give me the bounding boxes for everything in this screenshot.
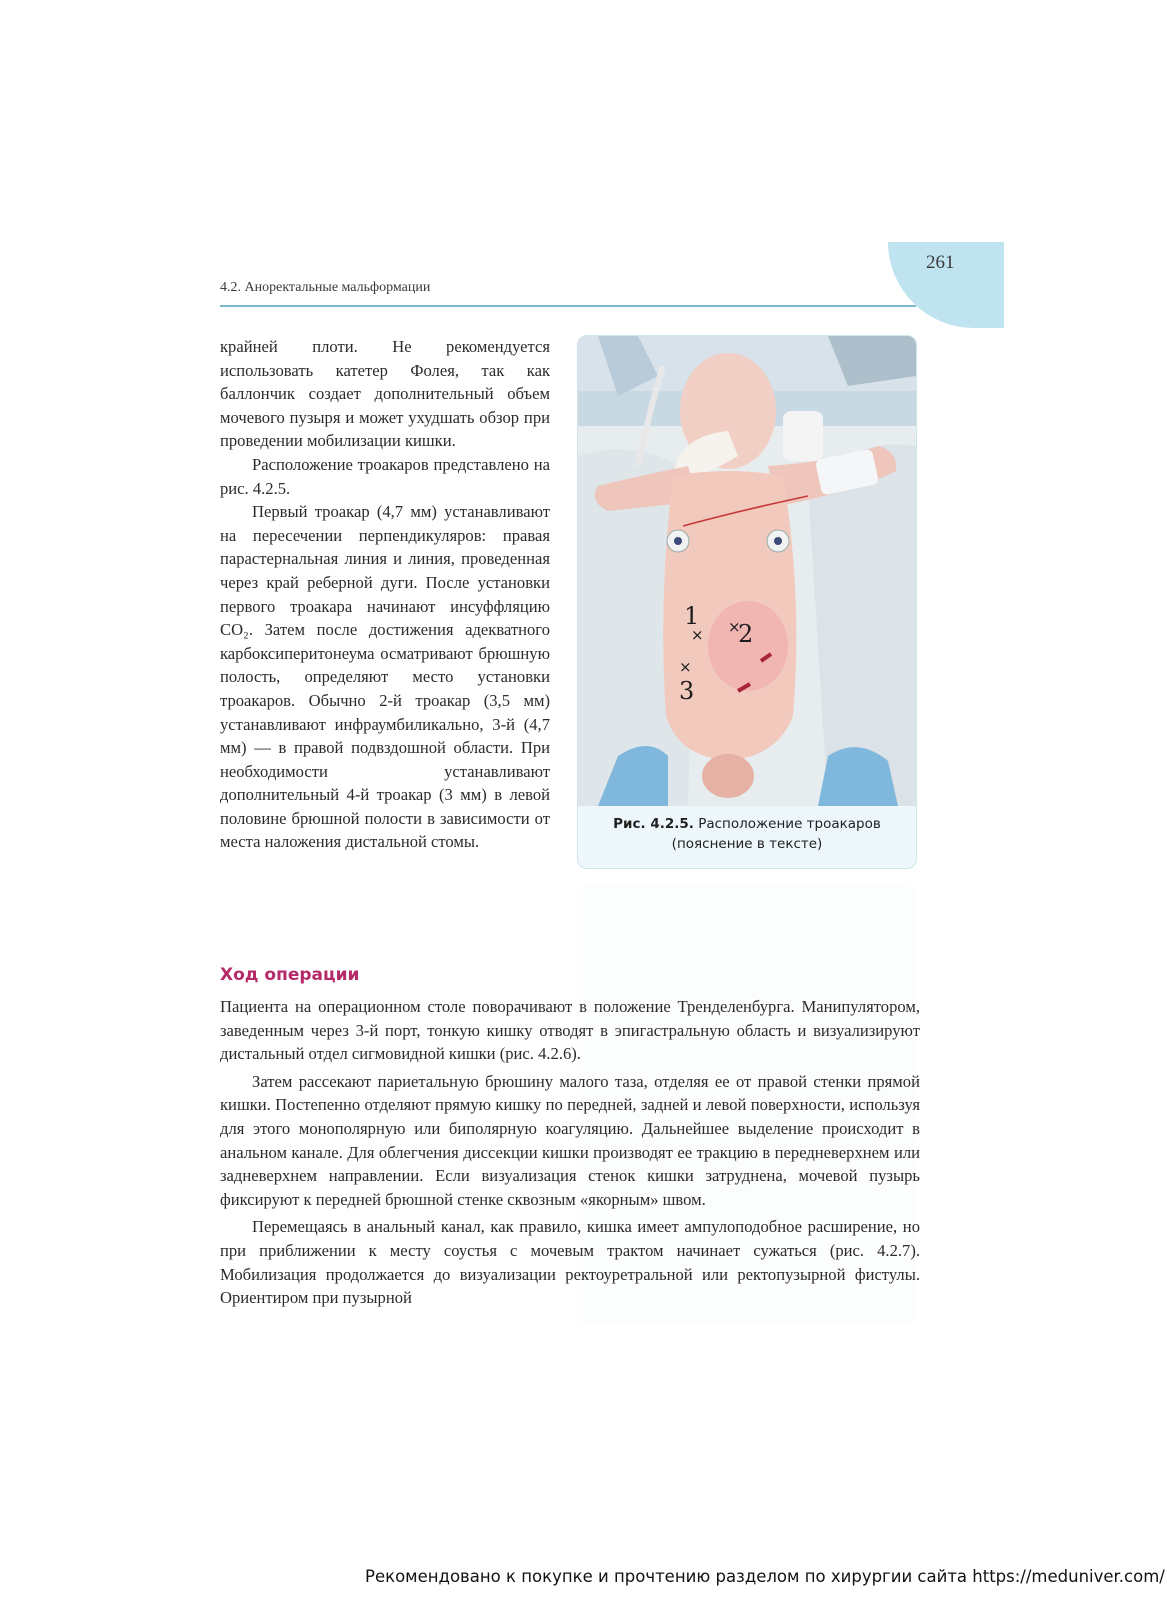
trocar-x-marker: × bbox=[679, 658, 692, 676]
paragraph: Первый троакар (4,7 мм) устанавливают на пересечении перпендикуляров: правая парастернальная линия и линия, проведенная через край реберной дуги. После установки первого троакара начинают инсуффляцию CO₂. Затем после достижения адекватного карбоксиперитонеума осматривают брюшную полость, определяют место установки троакаров. Обычно 2-й троакар (3,5 мм) устанавливают инфраумбиликально, 3-й (4,7 мм) — в правой подвздошной области. При необходимости устанавливают дополнительный 4-й троакар (3 мм) в левой половине брюшной полости в зависимости от места наложения дистальной стомы. bbox=[220, 502, 550, 852]
figure-caption-text: Расположение троакаров bbox=[698, 816, 881, 832]
figure-caption bbox=[578, 814, 916, 854]
page-number: 261 bbox=[926, 252, 955, 273]
paragraph: Пациента на операционном столе поворачивают в положение Тренделенбурга. Манипулятором, заведенным через 3-й порт, тонкую кишку отводят в эпигастральную область и визуализируют дистальный отдел сигмовидной кишки (рис. 4.2.6). bbox=[220, 997, 920, 1064]
trocar-placement-photo bbox=[578, 336, 916, 806]
trocar-x-marker: × bbox=[728, 618, 741, 636]
figure-caption-number: Рис. 4.2.5. bbox=[613, 816, 694, 832]
running-title: 4.2. Аноректальные мальформации bbox=[220, 280, 431, 295]
left-column-text bbox=[220, 335, 550, 854]
paragraph: Затем рассекают париетальную брюшину малого таза, отделяя ее от правой стенки прямой кишки. Постепенно отделяют прямую кишку по передней, задней и левой поверхности, используя для этого монополярную или биполярную коагуляцию. Дальнейшее выделение происходит в анальном канале. Для облегчения диссекции кишки производят ее тракцию в передневерхнем или задневерхнем направлении. Если визуализация стенок кишки затруднена, мочевой пузырь фиксируют к передней брюшной стенке сквозным «якорным» швом. bbox=[220, 1071, 920, 1209]
section-body bbox=[220, 995, 920, 1310]
paragraph: Перемещаясь в анальный канал, как правило, кишка имеет ампулоподобное расширение, но при приближении к месту соустья с мочевым трактом начинает сужаться (рис. 4.2.7). Мобилизация продолжается до визуализации ректоуретральной или ректопузырной фистулы. Ориентиром при пузырной bbox=[220, 1217, 920, 1308]
figure-4-2-5 bbox=[577, 335, 917, 869]
trocar-x-marker: × bbox=[691, 626, 704, 644]
footer-note: Рекомендовано к покупке и прочтению разделом по хирургии сайта https://meduniver.com/ bbox=[365, 1567, 1165, 1586]
figure-caption-line2: (пояснение в тексте) bbox=[671, 836, 823, 852]
trocar-marker-3: 3 bbox=[679, 677, 695, 705]
header-rule bbox=[220, 305, 916, 307]
paragraph: крайней плоти. Не рекомендуется использовать катетер Фолея, так как баллончик создает дополнительный объем мочевого пузыря и может ухудшать обзор при проведении мобилизации кишки. bbox=[220, 337, 550, 451]
trocar-marker-1: 1 bbox=[684, 602, 700, 630]
paragraph: Расположение троакаров представлено на рис. 4.2.5. bbox=[220, 454, 550, 498]
trocar-marker-2: 2 bbox=[738, 620, 754, 648]
section-heading: Ход операции bbox=[220, 965, 360, 985]
